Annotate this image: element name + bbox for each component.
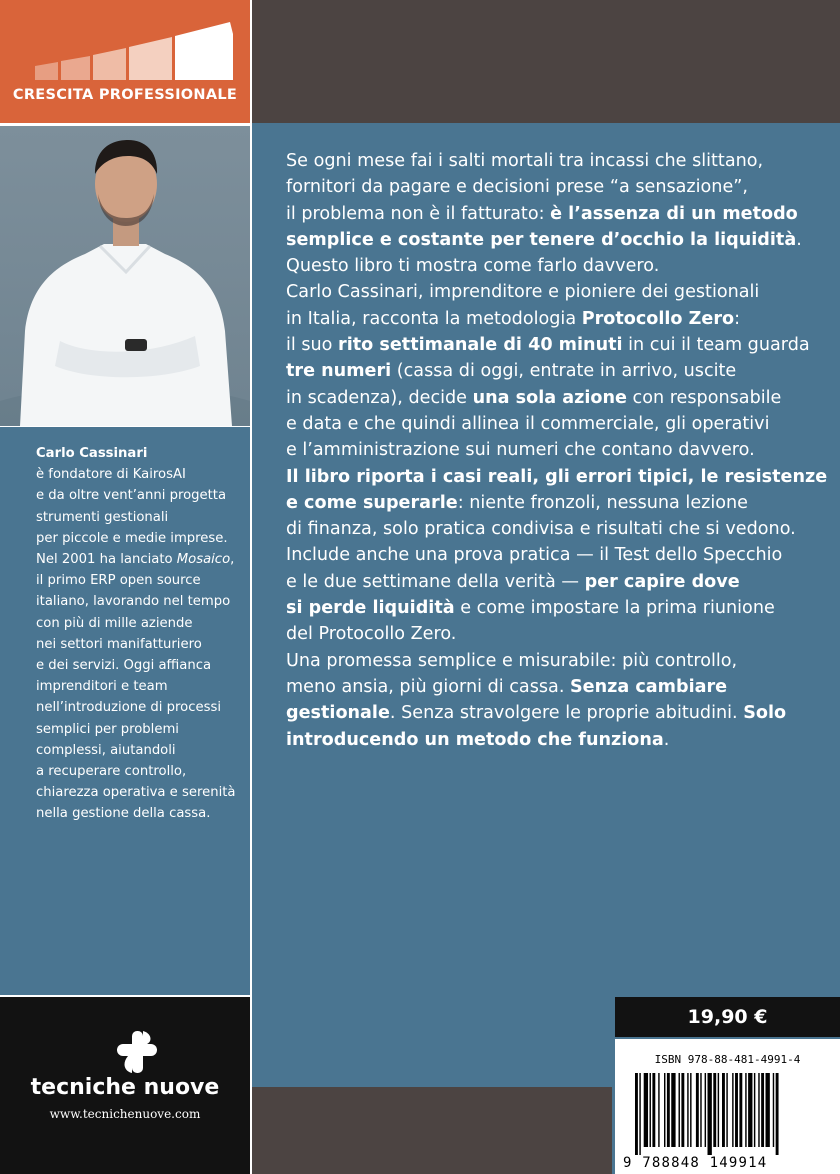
barcode-bar — [776, 1073, 779, 1155]
bio-line: e da oltre vent’anni progetta — [36, 488, 227, 504]
blurb-bold: e come superarle — [286, 492, 458, 513]
barcode-bar — [644, 1073, 648, 1147]
author-name: Carlo Cassinari — [36, 446, 148, 461]
blurb-bold: rito settimanale di 40 minuti — [338, 335, 623, 356]
barcode-bar — [635, 1073, 638, 1155]
bio-line: a recuperare controllo, — [36, 764, 187, 780]
blurb-text: e le due settimane della verità — — [286, 571, 585, 592]
isbn-number: ISBN 978-88-481-4991-4 — [654, 1053, 801, 1066]
blurb-bold: gestionale — [286, 703, 390, 724]
publisher-name: tecniche nuove — [30, 1075, 220, 1100]
barcode-bar — [773, 1073, 774, 1147]
barcode-bar — [652, 1073, 655, 1147]
barcode-image — [635, 1073, 835, 1155]
product-name: Mosaico — [176, 552, 231, 568]
barcode-bar — [758, 1073, 759, 1147]
barcode-bar — [696, 1073, 699, 1147]
barcode-bar — [761, 1073, 764, 1147]
blurb-bold: Senza cambiare — [570, 676, 728, 697]
blurb-text: . — [663, 729, 670, 750]
bio-line: nella gestione della cassa. — [36, 806, 211, 822]
publisher-logo-icon — [117, 1031, 157, 1073]
blurb-bold: tre numeri — [286, 361, 392, 382]
blurb-text: : — [734, 308, 741, 329]
bio-line: per piccole e medie imprese. — [36, 530, 228, 546]
blurb-bold: una sola azione — [472, 387, 627, 408]
growth-bars-icon — [0, 0, 250, 85]
barcode-bar — [700, 1073, 701, 1147]
bio-line: è fondatore di KairosAI — [36, 467, 186, 483]
bio-line: semplici per problemi — [36, 721, 179, 737]
bio-line: complessi, aiutandoli — [36, 742, 176, 758]
publisher-block — [0, 997, 250, 1174]
blurb-bold: si perde liquidità — [286, 598, 455, 619]
bio-punct: , — [230, 552, 235, 568]
blurb-text: in cui il team guarda — [622, 335, 810, 356]
author-photo — [0, 126, 250, 426]
barcode-bar — [726, 1073, 727, 1147]
barcode-bar — [705, 1073, 706, 1147]
barcode-bar — [708, 1073, 712, 1155]
barcode-bar — [732, 1073, 733, 1147]
blurb-text: (cassa di oggi, entrate in arrivo, uscite — [391, 361, 737, 382]
bio-line: chiarezza operativa e serenità — [36, 785, 236, 801]
blurb-bold: Protocollo Zero — [581, 308, 735, 329]
blurb-line: Include anche una prova pratica — il Test dello Specchio — [286, 545, 783, 566]
bio-line: nei settori manifatturiero — [36, 636, 202, 652]
barcode-bar — [722, 1073, 725, 1147]
barcode-bar — [671, 1073, 675, 1147]
blurb-text: . — [796, 229, 802, 250]
blurb-bold: introducendo un metodo che funziona — [286, 729, 664, 750]
blurb-text: in scadenza), decide — [286, 387, 473, 408]
blurb-line: Questo libro ti mostra come farlo davvero. — [286, 256, 660, 277]
bio-line: nell’introduzione di processi — [36, 700, 221, 716]
blurb-text: : niente fronzoli, nessuna lezione — [457, 492, 749, 513]
barcode-block — [615, 1039, 840, 1174]
bio-line: il primo ERP open source — [36, 573, 201, 589]
series-label: CRESCITA PROFESSIONALE — [12, 87, 238, 103]
barcode-bar — [681, 1073, 684, 1147]
author-bio — [36, 443, 246, 825]
barcode-bar — [754, 1073, 755, 1147]
back-cover-blurb — [286, 148, 826, 753]
blurb-bold: semplice e costante per tenere d’occhio la liquidità — [286, 229, 797, 250]
blurb-line: di finanza, solo pratica condivisa e risultati che si vedono. — [286, 519, 796, 540]
blurb-line: Se ogni mese fai i salti mortali tra incassi che slittano, — [286, 151, 764, 171]
bio-line: strumenti gestionali — [36, 509, 169, 525]
blurb-text: . Senza stravolgere le proprie abitudini. — [389, 703, 744, 724]
publisher-url: www.tecnichenuove.com — [49, 1107, 201, 1121]
blurb-text: con responsabile — [626, 387, 782, 408]
bio-line: e dei servizi. Oggi affianca — [36, 658, 212, 674]
barcode-bar — [658, 1073, 659, 1147]
blurb-line: Carlo Cassinari, imprenditore e pioniere dei gestionali — [286, 282, 760, 303]
blurb-text: il suo — [286, 335, 339, 356]
barcode-bar — [748, 1073, 752, 1147]
blurb-bold: per capire dove — [584, 571, 740, 592]
left-column — [0, 0, 250, 1174]
top-band — [252, 0, 840, 123]
bio-line: italiano, lavorando nel tempo — [36, 594, 231, 610]
blurb-text: e come impostare la prima riunione — [454, 598, 775, 619]
bottom-band — [252, 1087, 612, 1174]
barcode-bar — [667, 1073, 670, 1147]
barcode-bar — [687, 1073, 688, 1147]
barcode-bar — [679, 1073, 680, 1147]
barcode-bar — [739, 1073, 742, 1147]
blurb-bold: Solo — [743, 703, 787, 724]
ean-number: 9 788848 149914 — [623, 1155, 768, 1171]
blurb-line: e l’amministrazione sui numeri che contano davvero. — [286, 440, 755, 461]
barcode-bar — [690, 1073, 691, 1147]
price-label: 19,90 € — [615, 997, 840, 1037]
blurb-line: fornitori da pagare e decisioni prese “a sensazione”, — [286, 177, 748, 198]
series-header — [0, 0, 250, 123]
blurb-text: in Italia, racconta la metodologia — [286, 308, 582, 329]
blurb-line: Una promessa semplice e misurabile: più controllo, — [286, 650, 738, 671]
barcode-bar — [639, 1073, 640, 1155]
barcode-bar — [650, 1073, 651, 1147]
barcode-bar — [664, 1073, 665, 1147]
bio-line: con più di mille aziende — [36, 615, 193, 631]
blurb-text: il problema non è il fatturato: — [286, 203, 551, 224]
blurb-text: meno ansia, più giorni di cassa. — [286, 676, 570, 697]
barcode-bar — [735, 1073, 738, 1147]
blurb-bold: è l’assenza di un metodo — [550, 203, 798, 224]
blurb-line: del Protocollo Zero. — [286, 624, 457, 645]
blurb-bold: Il libro riporta i casi reali, gli errori tipici, le resistenze — [286, 466, 828, 487]
barcode-bar — [766, 1073, 770, 1147]
blurb-line: e data e che quindi allinea il commerciale, gli operativi — [286, 413, 770, 434]
barcode-bar — [718, 1073, 719, 1147]
barcode-bar — [713, 1073, 716, 1147]
bio-line: Nel 2001 ha lanciato — [36, 552, 177, 568]
author-bio-panel — [0, 427, 250, 995]
barcode-bar — [745, 1073, 746, 1147]
bio-line: imprenditori e team — [36, 679, 168, 695]
